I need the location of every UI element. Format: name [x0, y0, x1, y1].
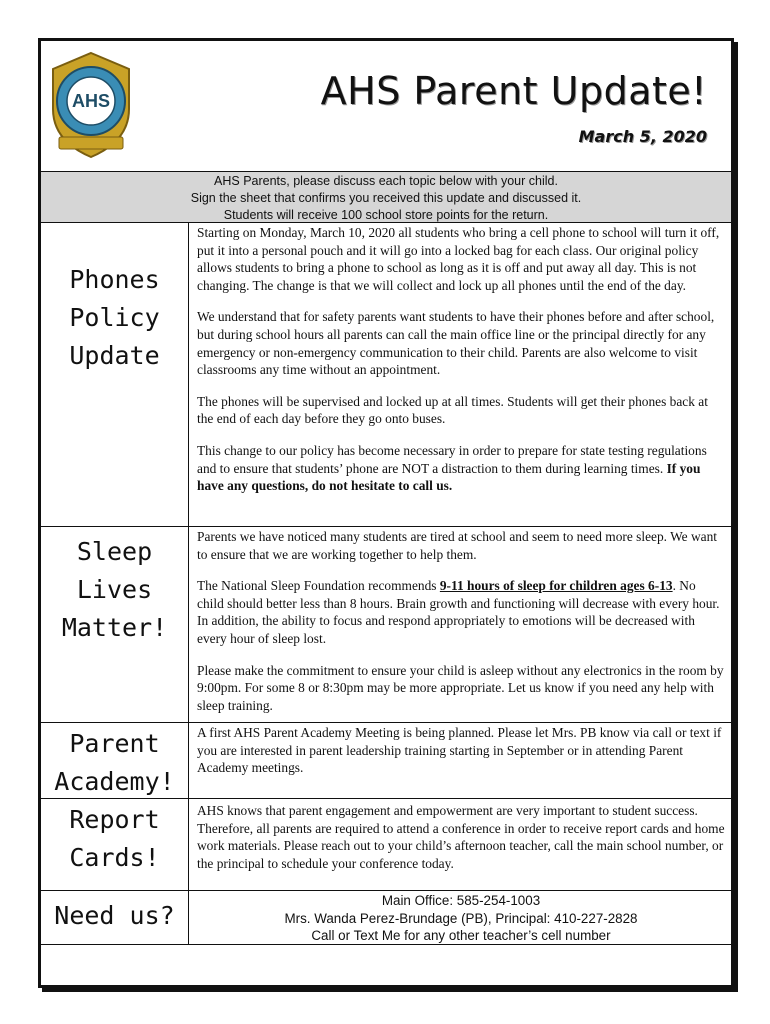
topic-label: Need us? [41, 891, 189, 944]
topics-table [41, 223, 731, 945]
notice-line: Students will receive 100 school store points for the return. [223, 208, 549, 222]
teacher-contact-note: Call or Text Me for any other teacher’s cell number [311, 928, 611, 944]
topic-label: Parent Academy! [41, 723, 189, 798]
topic-row-phones [41, 223, 731, 527]
paragraph [197, 442, 725, 495]
topic-row-sleep [41, 527, 731, 723]
notice-banner [41, 171, 731, 223]
paragraph-text: The National Sleep Foundation recommends [197, 578, 437, 594]
header [41, 41, 731, 171]
paragraph: AHS knows that parent engagement and empowerment are very important to student success. Therefore, all parents are required to attend a conference in order to receive report cards and home work materials. Please reach out to your child’s afternoon teacher, call the main school number, or the principal to schedule your conference today. [197, 803, 725, 871]
paragraph [197, 577, 725, 647]
call-us-emphasis: If you have any questions, do not hesitate to call us. [197, 460, 701, 494]
topic-body [190, 223, 731, 495]
notice-line: AHS Parents, please discuss each topic below with your child. [214, 174, 558, 188]
topic-body [190, 723, 731, 777]
notice-line: Sign the sheet that confirms you received this update and discussed it. [190, 191, 582, 205]
page-title: AHS Parent Update! [320, 69, 707, 113]
paragraph: Parents we have noticed many students are tired at school and seem to need more sleep. We want to ensure that we are working together to help them. [197, 529, 717, 562]
topic-row-need-us [41, 891, 731, 945]
principal-phone: Mrs. Wanda Perez-Brundage (PB), Principal: 410-227-2828 [284, 910, 638, 926]
paragraph: Starting on Monday, March 10, 2020 all students who bring a cell phone to school will turn it off, put it into a personal pouch and it will go into a locked bag for each class. Our original policy allows students to bring a phone to school as long as it is off and put away all day. This is not changing. The change is that we will collect and lock up all phones until the end of the day. [197, 225, 720, 293]
paragraph-text: This change to our policy has become necessary in order to prepare for state testing regulations and to ensure that students’ phone are NOT a distraction to them during learning times. [197, 442, 707, 476]
paragraph: We understand that for safety parents want students to have their phones before and after school, but during school hours all parents can call the main office line or the principal directly for any emergency or non-emergency communication to their child. Parents are also welcome to visit classrooms any time without an appointment. [197, 309, 715, 378]
issue-date: March 5, 2020 [578, 127, 707, 146]
topic-label: Report Cards! [41, 799, 189, 890]
paragraph: The phones will be supervised and locked up at all times. Students will get their phones back at the end of each day before they go onto buses. [197, 393, 708, 427]
sleep-recommendation: 9-11 hours of sleep for children ages 6-13 [439, 578, 673, 594]
school-logo [47, 49, 135, 161]
paragraph: Please make the commitment to ensure your child is asleep without any electronics in the room by 9:00pm. For some 8 or 8:30pm may be more appropriate. Let us know if you need any help with sleep training. [197, 662, 724, 713]
paragraph-text: . No child should better less than 8 hours. Brain growth and functioning will decrease with every hour. In addition, the ability to focus and respond appropriately to emotions will be decreased with every hour of sleep lost. [197, 578, 720, 646]
topic-body [190, 799, 731, 872]
contact-info [190, 891, 731, 945]
topic-label: Phones Policy Update [41, 223, 189, 526]
topic-body [190, 527, 731, 714]
topic-label: Sleep Lives Matter! [41, 527, 189, 722]
paragraph: A first AHS Parent Academy Meeting is being planned. Please let Mrs. PB know via call or text if you are interested in parent leadership training starting in September or in attending Parent Academy meetings. [197, 725, 722, 776]
topic-row-parent-academy [41, 723, 731, 799]
main-office-phone: Main Office: 585-254-1003 [381, 893, 541, 908]
logo-monogram: AHS [71, 91, 111, 111]
newsletter-page [38, 38, 734, 988]
topic-row-report-cards [41, 799, 731, 891]
